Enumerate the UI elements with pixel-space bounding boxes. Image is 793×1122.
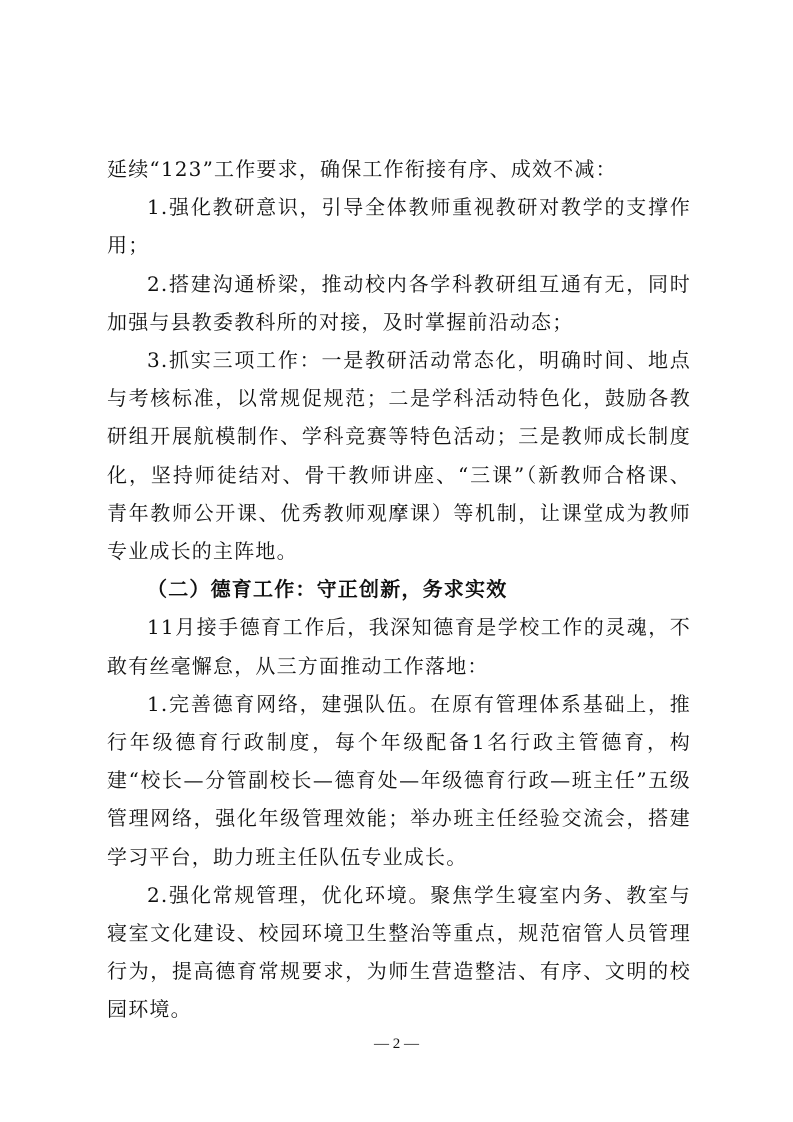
paragraph-moral-item-1: 1.完善德育网络，建强队伍。在原有管理体系基础上，推行年级德育行政制度，每个年级配备1名行政主管德育，构建“校长—分管副校长—德育处—年级德育行政—班主任”五级管理网络，强化年级管理效能；举办班主任经验交流会，搭建学习平台，助力班主任队伍专业成长。 (107, 691, 691, 869)
paragraph-moral-item-2: 2.强化常规管理，优化环境。聚焦学生寝室内务、教室与寝室文化建设、校园环境卫生整治等重点，规范宿管人员管理行为，提高德育常规要求，为师生营造整洁、有序、文明的校园环境。 (107, 882, 691, 1022)
paragraph-intro: 11月接手德育工作后，我深知德育是学校工作的灵魂，不敢有丝毫懈怠，从三方面推动工作落地： (107, 615, 691, 678)
paragraph-item-3: 3.抓实三项工作：一是教研活动常态化，明确时间、地点与考核标准，以常规促规范；二是学科活动特色化，鼓励各教研组开展航模制作、学科竞赛等特色活动；三是教师成长制度化，坚持师徒结对、骨干教师讲座、“三课”（新教师合格课、青年教师公开课、优秀教师观摩课）等机制，让课堂成为教师专业成长的主阵地。 (107, 348, 691, 564)
document-body (107, 150, 691, 1029)
paragraph-continuation: 延续“123”工作要求，确保工作衔接有序、成效不减： (107, 157, 617, 181)
paragraph-item-1: 1.强化教研意识，引导全体教师重视教研对教学的支撑作用； (107, 195, 691, 258)
page-number: — 2 — (374, 1036, 419, 1052)
section-heading-moral-education: （二）德育工作：守正创新，务求实效 (147, 577, 508, 602)
paragraph-item-2: 2.搭建沟通桥梁，推动校内各学科教研组互通有无，同时加强与县教委教科所的对接，及时掌握前沿动态； (107, 271, 691, 334)
